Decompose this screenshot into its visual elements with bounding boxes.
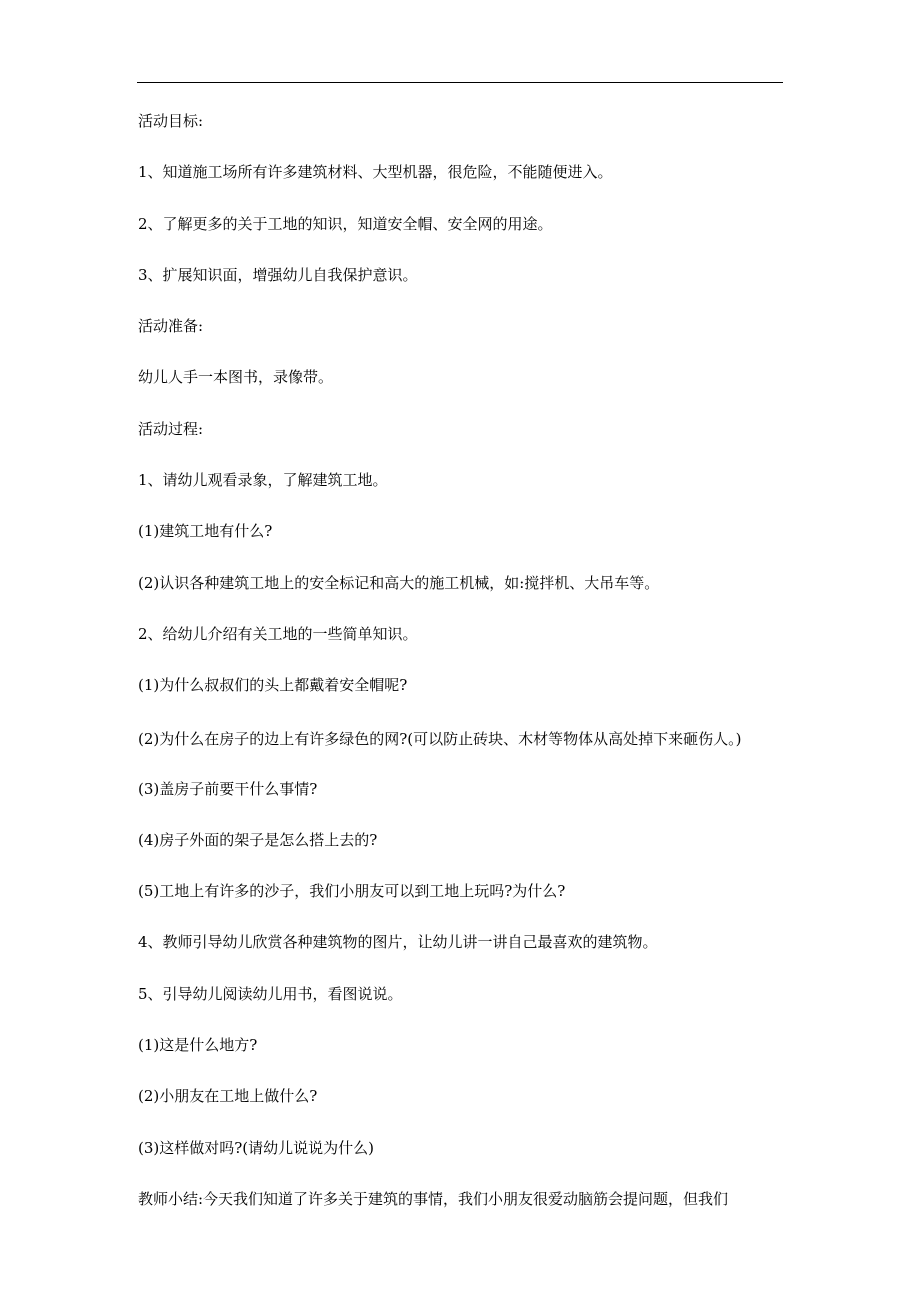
paragraph: (3)这样做对吗?(请幼儿说说为什么) — [138, 1138, 374, 1157]
paragraph: (5)工地上有许多的沙子，我们小朋友可以到工地上玩吗?为什么? — [138, 882, 566, 901]
paragraph: 5、引导幼儿阅读幼儿用书，看图说说。 — [138, 984, 403, 1003]
paragraph: 教师小结:今天我们知道了许多关于建筑的事情，我们小朋友很爱动脑筋会提问题，但我们 — [138, 1189, 729, 1208]
paragraph: 3、扩展知识面，增强幼儿自我保护意识。 — [138, 265, 418, 284]
paragraph: (3)盖房子前要干什么事情? — [138, 779, 318, 798]
paragraph: (2)为什么在房子的边上有许多绿色的网?(可以防止砖块、木材等物体从高处掉下来砸伤人。) — [138, 729, 742, 748]
paragraph: 4、教师引导幼儿欣赏各种建筑物的图片，让幼儿讲一讲自己最喜欢的建筑物。 — [138, 933, 658, 952]
section-heading-preparation: 活动准备: — [138, 317, 204, 336]
document-body — [138, 111, 788, 1240]
paragraph: (1)这是什么地方? — [138, 1036, 258, 1055]
paragraph: 幼儿人手一本图书，录像带。 — [138, 368, 334, 387]
paragraph: 2、了解更多的关于工地的知识，知道安全帽、安全网的用途。 — [138, 214, 553, 233]
paragraph: (1)为什么叔叔们的头上都戴着安全帽呢? — [138, 676, 408, 695]
paragraph: 1、知道施工场所有许多建筑材料、大型机器，很危险，不能随便进入。 — [138, 163, 613, 182]
section-heading-process: 活动过程: — [138, 419, 204, 438]
header-rule — [137, 82, 783, 83]
paragraph: (2)认识各种建筑工地上的安全标记和高大的施工机械，如:搅拌机、大吊车等。 — [138, 573, 660, 592]
paragraph: (1)建筑工地有什么? — [138, 522, 273, 541]
paragraph: 2、给幼儿介绍有关工地的一些简单知识。 — [138, 624, 418, 643]
section-heading-goals: 活动目标: — [138, 112, 204, 130]
paragraph: (4)房子外面的架子是怎么搭上去的? — [138, 830, 378, 849]
paragraph: (2)小朋友在工地上做什么? — [138, 1087, 318, 1106]
paragraph: 1、请幼儿观看录象，了解建筑工地。 — [138, 471, 388, 490]
